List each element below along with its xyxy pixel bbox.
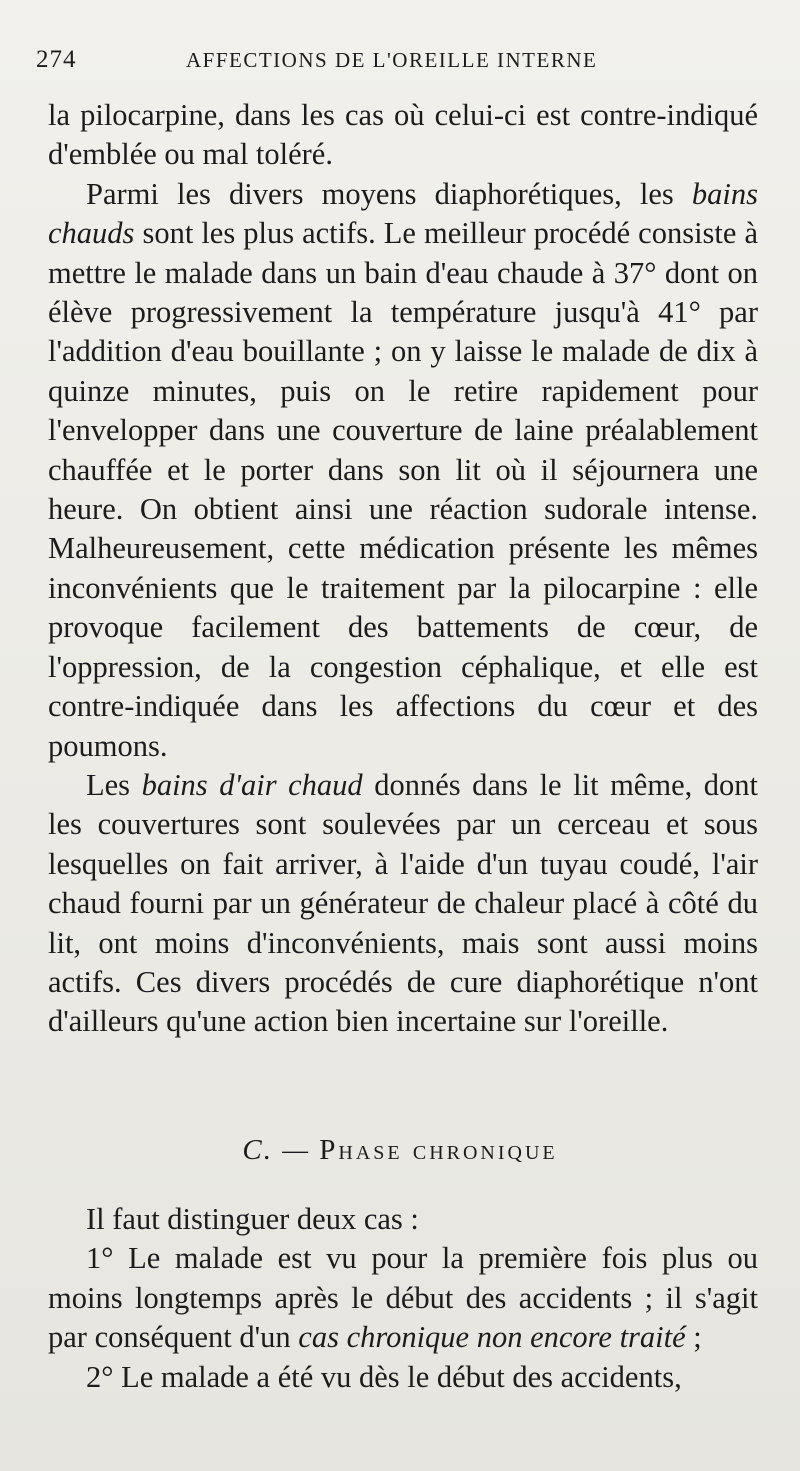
section-letter: C. —	[242, 1134, 310, 1166]
paragraph-2-start: Parmi les divers moyens diaphorétiques, les	[86, 176, 692, 211]
paragraph-3	[48, 766, 758, 1042]
paragraph-5-end: ;	[685, 1320, 702, 1355]
paragraph-3-start: Les	[86, 767, 142, 802]
paragraph-3-rest: donnés dans le lit même, dont les couvertures sont soulevées par un cerceau et sous lesquelles on fait arriver, à l'aide d'un tuyau coudé, l'air chaud fourni par un générateur de chaleur placé à côté du lit, ont moins d'inconvénients, mais sont aussi moins actifs. Ces divers procédés de cure diaphorétique n'ont d'ailleurs qu'une action bien incertaine sur l'oreille.	[48, 767, 758, 1039]
paragraph-4: Il faut distinguer deux cas :	[86, 1202, 419, 1236]
body-text-continued	[48, 1200, 758, 1397]
section-heading	[0, 1134, 800, 1167]
page-number: 274	[36, 46, 77, 73]
paragraph-2-rest: sont les plus actifs. Le meilleur procédé consiste à mettre le malade dans un bain d'eau chaude à 37° dont on élève progressivement la température jusqu'à 41° par l'addition d'eau bouillante ; on y laisse le malade de dix à quinze minutes, puis on le retire rapidement pour l'envelopper dans une couverture de laine préalablement chauffée et le porter dans son lit où il séjournera une heure. On obtient ainsi une réaction sudorale intense. Malheureusement, cette médication présente les mêmes inconvénients que le traitement par la pilocarpine : elle provoque facilement des battements de cœur, de l'oppression, de la congestion céphalique, et elle est contre-indiquée dans les affections du cœur et des poumons.	[48, 216, 758, 763]
paragraph-5	[48, 1239, 758, 1357]
paragraph-6: 2° Le malade a été vu dès le début des accidents,	[86, 1359, 682, 1394]
body-text	[48, 96, 758, 1042]
paragraph-5-start: 1° Le malade est vu pour la première fois plus ou moins longtemps après le début des accidents ; il s'agit par conséquent d'un	[48, 1241, 758, 1355]
emphasis-bains-air-chaud: bains d'air chaud	[141, 767, 363, 802]
paragraph-2	[48, 175, 758, 766]
paragraph-1: la pilocarpine, dans les cas où celui-ci est contre-indiqué d'emblée ou mal toléré.	[48, 98, 758, 172]
emphasis-cas-chronique: cas chronique non encore traité	[298, 1320, 686, 1355]
page-header	[36, 42, 760, 78]
running-title: AFFECTIONS DE L'OREILLE INTERNE	[186, 48, 598, 72]
section-title: Phase chronique	[319, 1134, 558, 1166]
emphasis-bains-chauds: bains chauds	[48, 176, 758, 251]
